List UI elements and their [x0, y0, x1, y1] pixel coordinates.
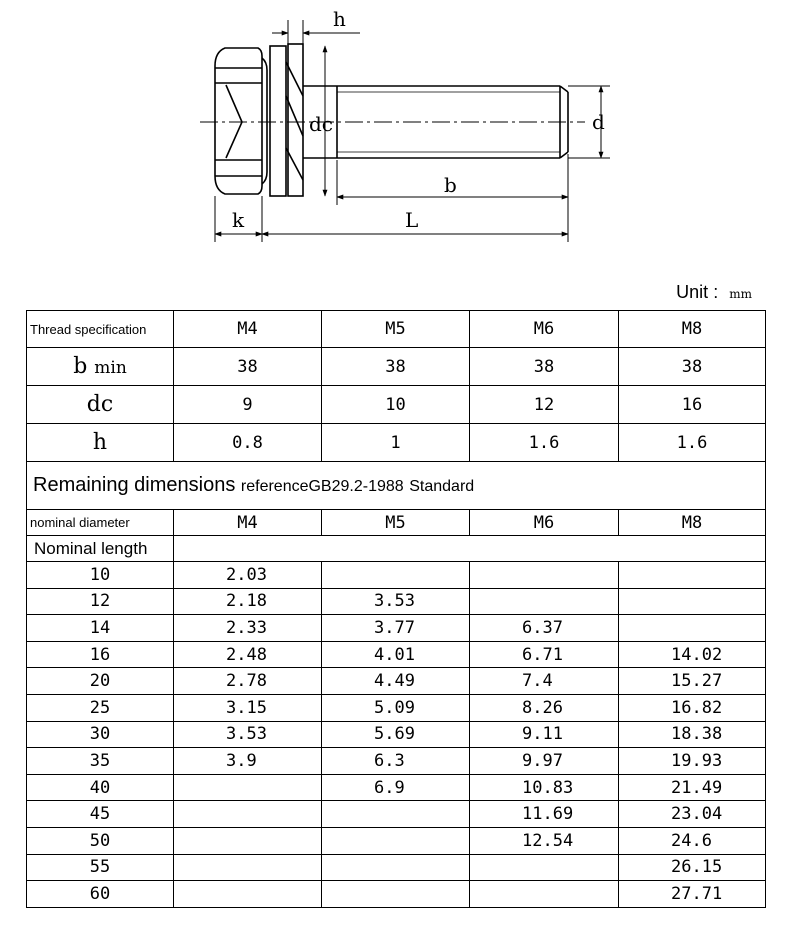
mass-cell-m8: 21.49 [619, 774, 766, 801]
mass-cell-m5 [322, 854, 470, 881]
diameter-header-m4: M4 [174, 510, 322, 536]
mass-cell-m5: 5.69 [322, 721, 470, 748]
b-min-m8: 38 [619, 348, 766, 386]
remark-row [27, 462, 766, 510]
length-row [27, 562, 766, 589]
length-value: 50 [27, 827, 174, 854]
dim-label-L: L [405, 208, 419, 232]
mass-cell-m6: 12.54 [470, 827, 619, 854]
length-row [27, 881, 766, 908]
mass-cell-m6: 10.83 [470, 774, 619, 801]
b-min-m6: 38 [470, 348, 619, 386]
mass-cell-m8: 24.6 [619, 827, 766, 854]
mass-cell-m5: 4.01 [322, 641, 470, 668]
mass-cell-m5 [322, 881, 470, 908]
dc-label: dc [27, 386, 174, 424]
mass-cell-m4 [174, 881, 322, 908]
diameter-header-m6: M6 [470, 510, 619, 536]
length-value: 60 [27, 881, 174, 908]
dc-m6: 12 [470, 386, 619, 424]
unit-separator: : [713, 282, 719, 302]
diameter-header-m5: M5 [322, 510, 470, 536]
remark-part1: Remaining dimensions [33, 474, 236, 496]
mass-cell-m5 [322, 801, 470, 828]
washer-shape [270, 44, 303, 196]
mass-cell-m6: 8.26 [470, 694, 619, 721]
min-label: min [94, 358, 127, 378]
length-row [27, 801, 766, 828]
length-row [27, 615, 766, 642]
unit-label: Unit [676, 282, 709, 302]
mass-cell-m6: 6.37 [470, 615, 619, 642]
mass-cell-m8: 15.27 [619, 668, 766, 695]
mass-cell-m6: 11.69 [470, 801, 619, 828]
mass-cell-m8 [619, 562, 766, 589]
h-label: h [27, 424, 174, 462]
unit-value: mm [729, 287, 752, 301]
dim-label-b: b [444, 173, 457, 197]
length-row [27, 641, 766, 668]
length-value: 35 [27, 748, 174, 775]
remark-reference: referenceGB29.2-1988 [240, 478, 404, 495]
length-value: 10 [27, 562, 174, 589]
length-value: 14 [27, 615, 174, 642]
size-header-m4: M4 [174, 311, 322, 348]
length-row [27, 588, 766, 615]
remark-text [27, 462, 766, 510]
h-m5: 1 [322, 424, 470, 462]
length-value: 45 [27, 801, 174, 828]
dimension-lines [215, 33, 601, 234]
mass-cell-m5: 3.77 [322, 615, 470, 642]
bolt-assembly-drawing [0, 0, 800, 250]
size-header-m5: M5 [322, 311, 470, 348]
b-min-label [27, 348, 174, 386]
length-value: 20 [27, 668, 174, 695]
length-row [27, 668, 766, 695]
mass-cell-m5 [322, 827, 470, 854]
dim-label-h: h [333, 7, 346, 31]
mass-cell-m5: 4.49 [322, 668, 470, 695]
mass-cell-m6 [470, 881, 619, 908]
diameter-header-m8: M8 [619, 510, 766, 536]
h-row [27, 424, 766, 462]
mass-cell-m4: 2.78 [174, 668, 322, 695]
length-value: 30 [27, 721, 174, 748]
size-header-m6: M6 [470, 311, 619, 348]
mass-cell-m4 [174, 854, 322, 881]
dim-label-dc: dc [309, 112, 334, 136]
mass-cell-m5: 6.9 [322, 774, 470, 801]
mass-cell-m8: 19.93 [619, 748, 766, 775]
length-row [27, 748, 766, 775]
mass-cell-m5: 5.09 [322, 694, 470, 721]
remark-standard: Standard [409, 478, 475, 495]
hex-head-shape [215, 48, 267, 194]
length-row [27, 827, 766, 854]
size-header-m8: M8 [619, 311, 766, 348]
mass-cell-m6 [470, 588, 619, 615]
mass-cell-m5: 6.3 [322, 748, 470, 775]
mass-cell-m8 [619, 615, 766, 642]
mass-cell-m8: 26.15 [619, 854, 766, 881]
mass-cell-m6: 9.11 [470, 721, 619, 748]
h-m4: 0.8 [174, 424, 322, 462]
b-min-row [27, 348, 766, 386]
mass-cell-m4: 2.18 [174, 588, 322, 615]
unit-indicator [676, 282, 752, 303]
mass-cell-m6 [470, 854, 619, 881]
dim-label-k: k [232, 208, 245, 232]
mass-cell-m8: 14.02 [619, 641, 766, 668]
nominal-length-spacer [174, 536, 766, 562]
length-row [27, 774, 766, 801]
mass-cell-m4: 3.9 [174, 748, 322, 775]
mass-cell-m6: 9.97 [470, 748, 619, 775]
length-row [27, 854, 766, 881]
mass-cell-m8: 18.38 [619, 721, 766, 748]
mass-cell-m4: 2.03 [174, 562, 322, 589]
mass-cell-m6: 6.71 [470, 641, 619, 668]
h-m6: 1.6 [470, 424, 619, 462]
length-value: 55 [27, 854, 174, 881]
dim-label-d: d [592, 110, 605, 134]
mass-cell-m8 [619, 588, 766, 615]
h-m8: 1.6 [619, 424, 766, 462]
mass-cell-m4: 3.53 [174, 721, 322, 748]
nominal-diameter-label: nominal diameter [27, 510, 174, 536]
mass-cell-m5 [322, 562, 470, 589]
length-row [27, 721, 766, 748]
nominal-diameter-row [27, 510, 766, 536]
mass-cell-m8: 27.71 [619, 881, 766, 908]
mass-cell-m4 [174, 801, 322, 828]
nominal-length-label: Nominal length [27, 536, 174, 562]
mass-cell-m8: 16.82 [619, 694, 766, 721]
mass-cell-m8: 23.04 [619, 801, 766, 828]
length-value: 12 [27, 588, 174, 615]
length-value: 16 [27, 641, 174, 668]
dc-row [27, 386, 766, 424]
mass-cell-m6: 7.4 [470, 668, 619, 695]
mass-cell-m5: 3.53 [322, 588, 470, 615]
mass-cell-m4 [174, 827, 322, 854]
mass-cell-m4 [174, 774, 322, 801]
thread-spec-header-row [27, 311, 766, 348]
b-min-m4: 38 [174, 348, 322, 386]
thread-spec-label: Thread specification [27, 311, 174, 348]
dc-m5: 10 [322, 386, 470, 424]
dimension-table [26, 310, 766, 908]
b-label: b [73, 354, 88, 379]
mass-cell-m6 [470, 562, 619, 589]
mass-cell-m4: 2.48 [174, 641, 322, 668]
length-row [27, 694, 766, 721]
dc-m8: 16 [619, 386, 766, 424]
length-value: 40 [27, 774, 174, 801]
length-value: 25 [27, 694, 174, 721]
mass-cell-m4: 3.15 [174, 694, 322, 721]
nominal-length-row [27, 536, 766, 562]
dc-m4: 9 [174, 386, 322, 424]
mass-cell-m4: 2.33 [174, 615, 322, 642]
b-min-m5: 38 [322, 348, 470, 386]
